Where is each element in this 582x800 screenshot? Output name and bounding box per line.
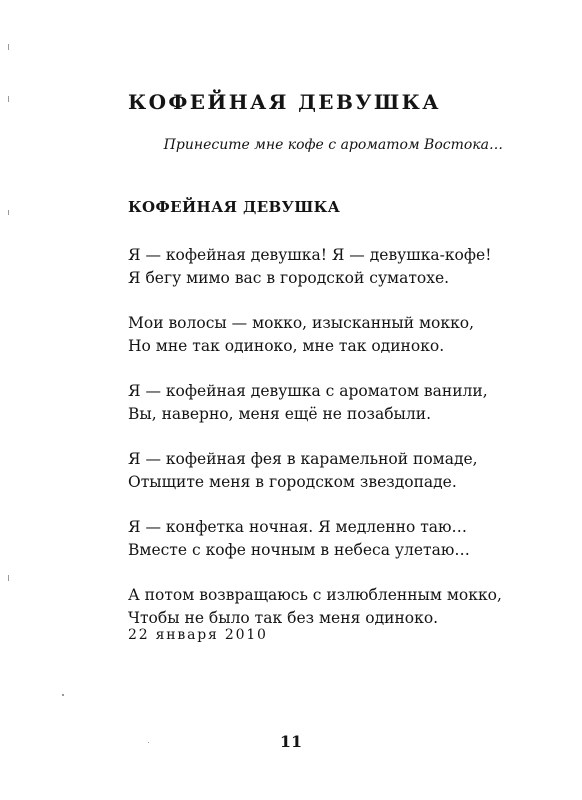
poem-line: А потом возвращаюсь с излюбленным мокко,	[128, 586, 502, 604]
poem-line: Я бегу мимо вас в городской суматохе.	[128, 269, 450, 287]
poem-line: Отыщите меня в городском звездопаде.	[128, 473, 457, 491]
scan-speck	[8, 210, 9, 215]
chapter-title: КОФЕЙНАЯ ДЕВУШКА	[128, 90, 441, 114]
scan-speck	[148, 742, 149, 743]
poem-line: Чтобы не было так без меня одиноко.	[128, 609, 439, 627]
epigraph: Принесите мне кофе с ароматом Востока…	[163, 137, 503, 153]
stanza	[128, 244, 502, 290]
page-number: 11	[279, 732, 303, 751]
poem-body	[128, 244, 502, 652]
poem-line: Я — кофейная девушка! Я — девушка-кофе!	[128, 246, 492, 264]
stanza	[128, 516, 502, 562]
poem-line: Вместе с кофе ночным в небеса улетаю…	[128, 541, 470, 559]
scan-speck	[8, 575, 9, 581]
scan-speck	[62, 694, 64, 696]
poem-title: КОФЕЙНАЯ ДЕВУШКА	[128, 198, 341, 216]
poem-date: 22 января 2010	[128, 627, 268, 643]
scan-speck	[8, 44, 9, 50]
stanza	[128, 380, 502, 426]
poem-line: Вы, наверно, меня ещё не позабыли.	[128, 405, 431, 423]
poem-line: Я — конфетка ночная. Я медленно таю…	[128, 518, 468, 536]
poem-line: Я — кофейная девушка с ароматом ванили,	[128, 382, 488, 400]
scan-speck	[8, 96, 9, 102]
poem-line: Я — кофейная фея в карамельной помаде,	[128, 450, 478, 468]
stanza	[128, 312, 502, 358]
poem-line: Но мне так одиноко, мне так одиноко.	[128, 337, 445, 355]
stanza	[128, 448, 502, 494]
stanza	[128, 584, 502, 630]
poem-line: Мои волосы — мокко, изысканный мокко,	[128, 314, 475, 332]
